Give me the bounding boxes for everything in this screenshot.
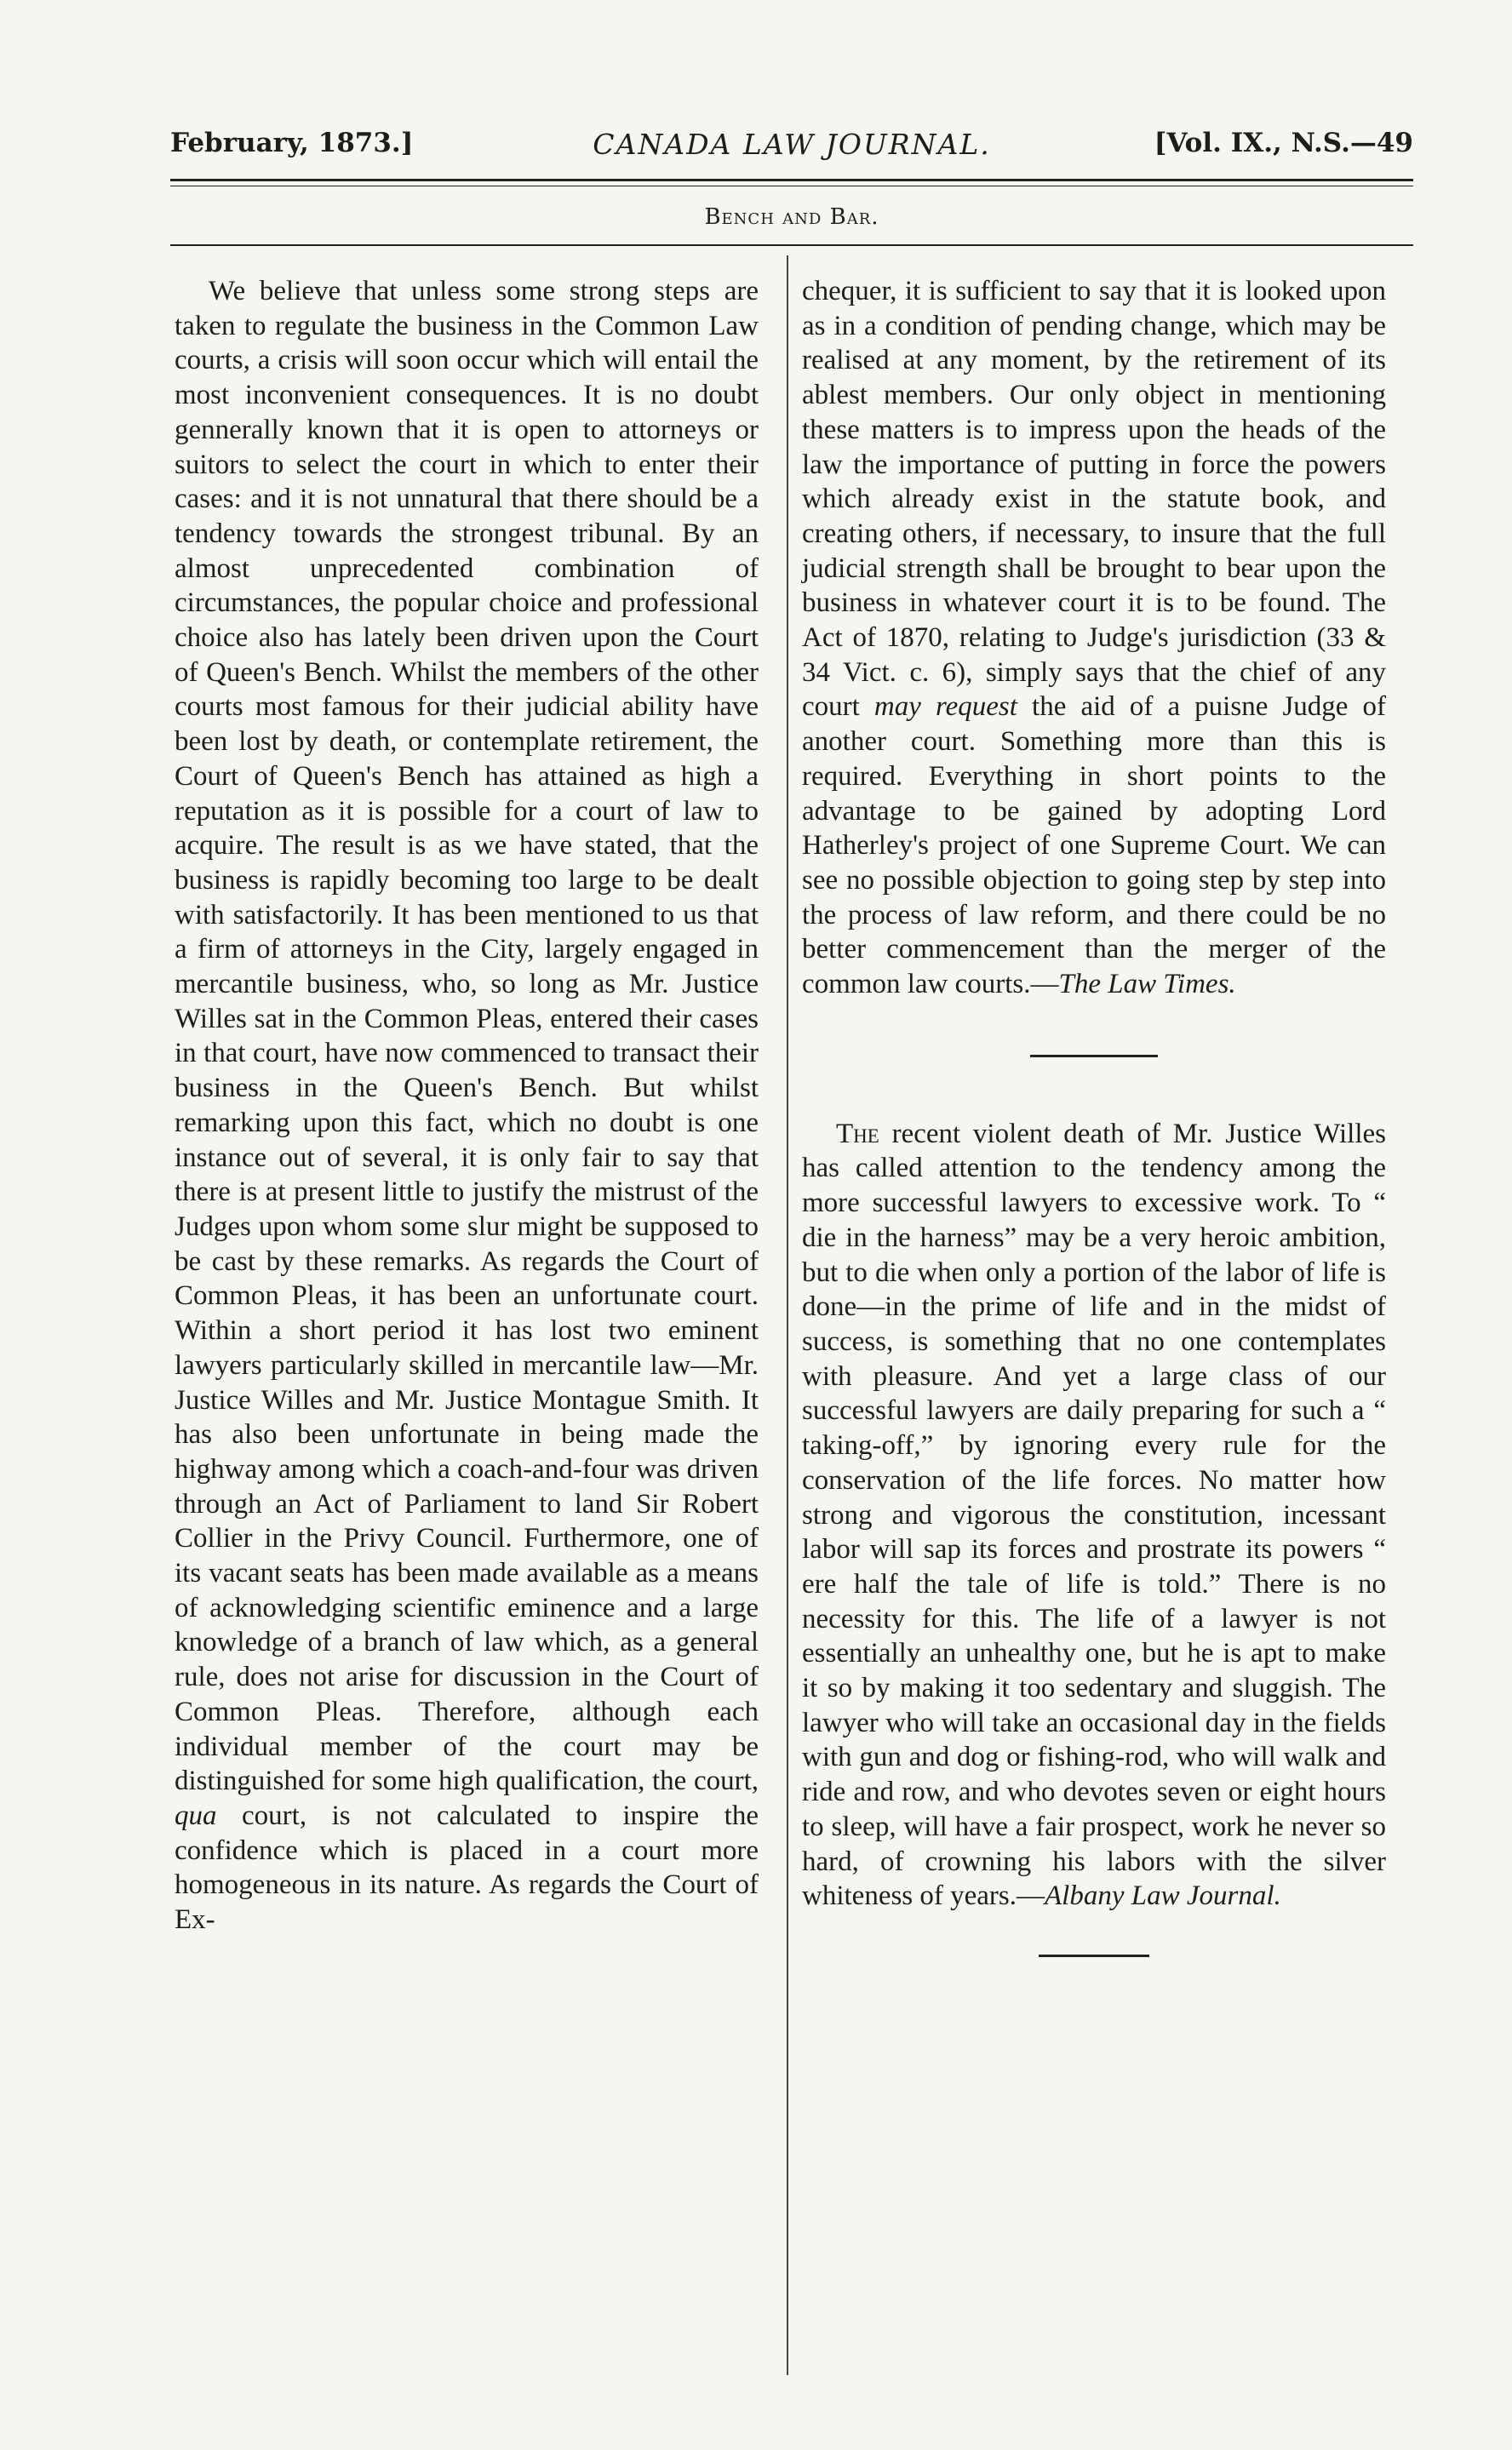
article1-source: The Law Times. <box>1058 969 1236 1000</box>
header-volume: [Vol. IX., N.S.—49 <box>1154 128 1413 158</box>
article2-text: recent violent death of Mr. Justice Willes has called attention to the tendency among the more successful lawyers to excessive work. To “ die in the harness” may be a very heroic ambition, but to die when only a portion of the labor of life is done—in the prime of life and in the midst of success, is something that no one contemplates with pleasure. And yet a large class of our successful lawyers are daily preparing for such a “ taking-off,” by ignoring every rule for the conservation of the life forces. No matter how strong and vigorous the constitution, incessant labor will sap its forces and prostrate its powers “ ere half the tale of life is told.” There is no necessity for this. The life of a lawyer is not essentially an unhealthy one, but he is apt to make it so by making it too sedentary and sluggish. The lawyer who will take an occasional day in the fields with gun and dog or fishing-rod, who will walk and ride and row, and who devotes seven or eight hours to sleep, will have a fair prospect, work he never so hard, of crowning his labors with the silver whiteness of years.— <box>802 1118 1387 1912</box>
header-date: February, 1873.] <box>170 128 414 158</box>
article2-source: Albany Law Journal. <box>1045 1880 1281 1912</box>
article1-continuation-end: the aid of a puisne Judge of another court. Something more than this is required. Everything in short points to the advantage to be gained by adopting Lord Hatherley's project of one Supreme Court. We can see no possible objection to going step by step into the process of law reform, and there could be no better commencement than the merger of the common law courts.— <box>802 691 1387 1000</box>
right-column <box>802 274 1386 1957</box>
header-rule-thick <box>170 179 1413 181</box>
article2-lead: The <box>836 1118 879 1149</box>
article2-paragraph <box>802 1117 1386 1914</box>
article-separator <box>1030 1055 1158 1057</box>
column-divider <box>787 255 788 2375</box>
article1-paragraph-part2 <box>802 274 1386 1002</box>
running-header <box>170 128 1413 170</box>
article1-may-request: may request <box>873 691 1017 723</box>
end-rule <box>1039 1955 1149 1957</box>
section-rule <box>170 244 1413 246</box>
left-column <box>175 274 759 1938</box>
article1-text: We believe that unless some strong steps are taken to regulate the business in the Common Law courts, a crisis will soon occur which will entail the most inconvenient consequences. It is no doubt gennerally known that it is open to attorneys or suitors to select the court in which to enter their cases: and it is not unnatural that there should be a tendency towards the strongest tribunal. By an almost unprecedented combination of circumstances, the popular choice and professional choice also has lately been driven upon the Court of Queen's Bench. Whilst the members of the other courts most famous for their judicial ability have been lost by death, or contemplate retirement, the Court of Queen's Bench has attained as high a reputation as it is possible for a court of law to acquire. The result is as we have stated, that the business is rapidly becoming too large to be dealt with satisfactorily. It has been mentioned to us that a firm of attorneys in the City, largely engaged in mercantile business, who, so long as Mr. Justice Willes sat in the Common Pleas, entered their cases in that court, have now commenced to transact their business in the Queen's Bench. But whilst remarking upon this fact, which no doubt is one instance out of several, it is only fair to say that there is at present little to justify the mistrust of the Judges upon whom some slur might be supposed to be cast by these remarks. As regards the Court of Common Pleas, it has been an unfortunate court. Within a short period it has lost two eminent lawyers particularly skilled in mercantile law—Mr. Justice Willes and Mr. Justice Montague Smith. It has also been unfortunate in being made the highway among which a coach-and-four was driven through an Act of Parliament to land Sir Robert Collier in the Privy Council. Furthermore, one of its vacant seats has been made available as a means of acknowledging scientific eminence and a large knowledge of a branch of law which, as a general rule, does not arise for discussion in the Court of Common Pleas. Therefore, although each individual member of the court may be distinguished for some high qualification, the court, <box>175 276 759 1797</box>
section-title: Bench and Bar. <box>704 204 879 230</box>
article1-qua: qua <box>175 1800 217 1831</box>
journal-title: CANADA LAW JOURNAL. <box>593 128 991 161</box>
article1-paragraph-part1 <box>175 274 759 1938</box>
article1-text-end: court, is not calculated to inspire the confidence which is placed in a court more homogeneous in its nature. As regards the Court of Ex- <box>175 1800 759 1936</box>
article1-continuation: chequer, it is sufficient to say that it is looked upon as in a condition of pending change, which may be realised at any moment, by the retirement of its ablest members. Our only object in mentioning these matters is to impress upon the heads of the law the importance of putting in force the powers which already exist in the statute book, and creating others, if necessary, to insure that the full judicial strength shall be brought to bear upon the business in whatever court it is to be found. The Act of 1870, relating to Judge's jurisdiction (33 & 34 Vict. c. 6), simply says that the chief of any court <box>802 276 1386 723</box>
